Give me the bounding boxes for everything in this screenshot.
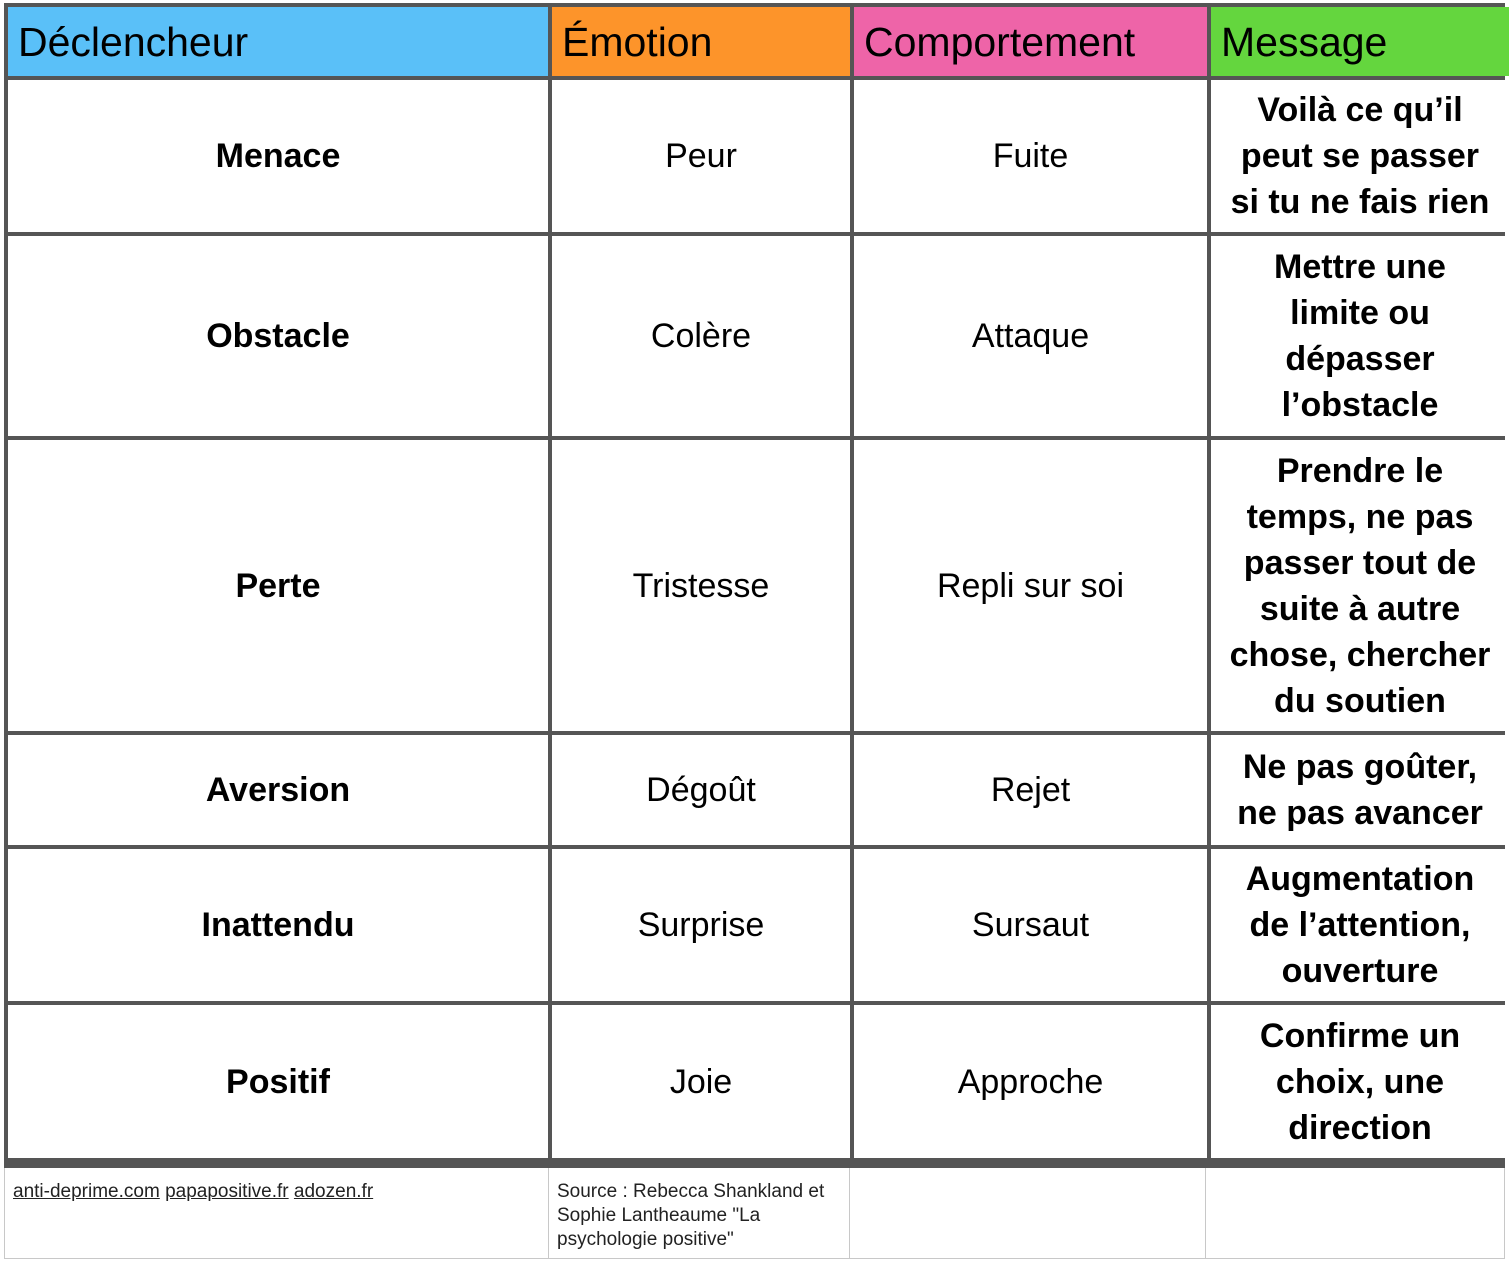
- message-line: passer tout de: [1243, 543, 1477, 582]
- message-line: si tu ne fais rien: [1230, 183, 1490, 221]
- link-papapositive[interactable]: papapositive.fr: [165, 1181, 289, 1202]
- header-message: Message: [1211, 7, 1509, 76]
- behavior-cell: Repli sur soi: [854, 440, 1207, 731]
- message-line: chose, chercher: [1229, 635, 1491, 674]
- message-line: Ne pas goûter,: [1242, 748, 1478, 786]
- header-comportement: Comportement: [854, 7, 1207, 76]
- message-line: l’obstacle: [1281, 386, 1439, 424]
- header-declencheur: Déclencheur: [8, 7, 548, 76]
- trigger-cell: Inattendu: [8, 849, 548, 1001]
- message-line: du soutien: [1274, 681, 1446, 720]
- message-line: ouverture: [1281, 952, 1439, 990]
- message-cell: [1211, 1005, 1509, 1158]
- message-line: ne pas avancer: [1237, 794, 1483, 832]
- trigger-cell: Aversion: [8, 735, 548, 845]
- trigger-cell: Perte: [8, 440, 548, 731]
- emotion-cell: Joie: [552, 1005, 850, 1158]
- link-anti-deprime[interactable]: anti-deprime.com: [13, 1181, 160, 1202]
- emotion-cell: Peur: [552, 80, 850, 232]
- message-cell: [1211, 735, 1509, 845]
- message-cell: [1211, 80, 1509, 232]
- behavior-cell: Fuite: [854, 80, 1207, 232]
- message-cell: [1211, 440, 1509, 731]
- footer-row: [4, 1168, 1505, 1259]
- behavior-cell: Attaque: [854, 236, 1207, 436]
- message-cell: [1211, 849, 1509, 1001]
- message-line: Augmentation: [1245, 860, 1475, 898]
- message-line: limite ou: [1290, 294, 1430, 332]
- footer-empty-cell: [1206, 1168, 1506, 1258]
- message-line: temps, ne pas: [1246, 497, 1474, 536]
- footer-source-cell: Source : Rebecca Shankland et Sophie Lantheaume "La psychologie positive": [549, 1168, 850, 1258]
- behavior-cell: Approche: [854, 1005, 1207, 1158]
- behavior-cell: Sursaut: [854, 849, 1207, 1001]
- header-emotion: Émotion: [552, 7, 850, 76]
- behavior-cell: Rejet: [854, 735, 1207, 845]
- footer-links-cell: [5, 1168, 549, 1258]
- message-line: Prendre le: [1276, 451, 1444, 490]
- trigger-cell: Positif: [8, 1005, 548, 1158]
- message-line: suite à autre: [1259, 589, 1461, 628]
- emotions-table: [4, 3, 1505, 1168]
- emotion-cell: Colère: [552, 236, 850, 436]
- emotion-cell: Tristesse: [552, 440, 850, 731]
- message-line: Mettre une: [1274, 248, 1446, 286]
- emotion-cell: Surprise: [552, 849, 850, 1001]
- trigger-cell: Obstacle: [8, 236, 548, 436]
- emotion-cell: Dégoût: [552, 735, 850, 845]
- message-line: dépasser: [1285, 340, 1435, 378]
- message-line: direction: [1288, 1108, 1432, 1147]
- message-line: Voilà ce qu’il: [1257, 91, 1463, 129]
- message-line: choix, une: [1275, 1062, 1445, 1101]
- footer-empty-cell: [850, 1168, 1206, 1258]
- message-line: Confirme un: [1259, 1016, 1461, 1055]
- link-adozen[interactable]: adozen.fr: [293, 1181, 374, 1202]
- message-line: de l’attention,: [1249, 906, 1471, 944]
- message-line: peut se passer: [1240, 137, 1480, 175]
- message-cell: [1211, 236, 1509, 436]
- trigger-cell: Menace: [8, 80, 548, 232]
